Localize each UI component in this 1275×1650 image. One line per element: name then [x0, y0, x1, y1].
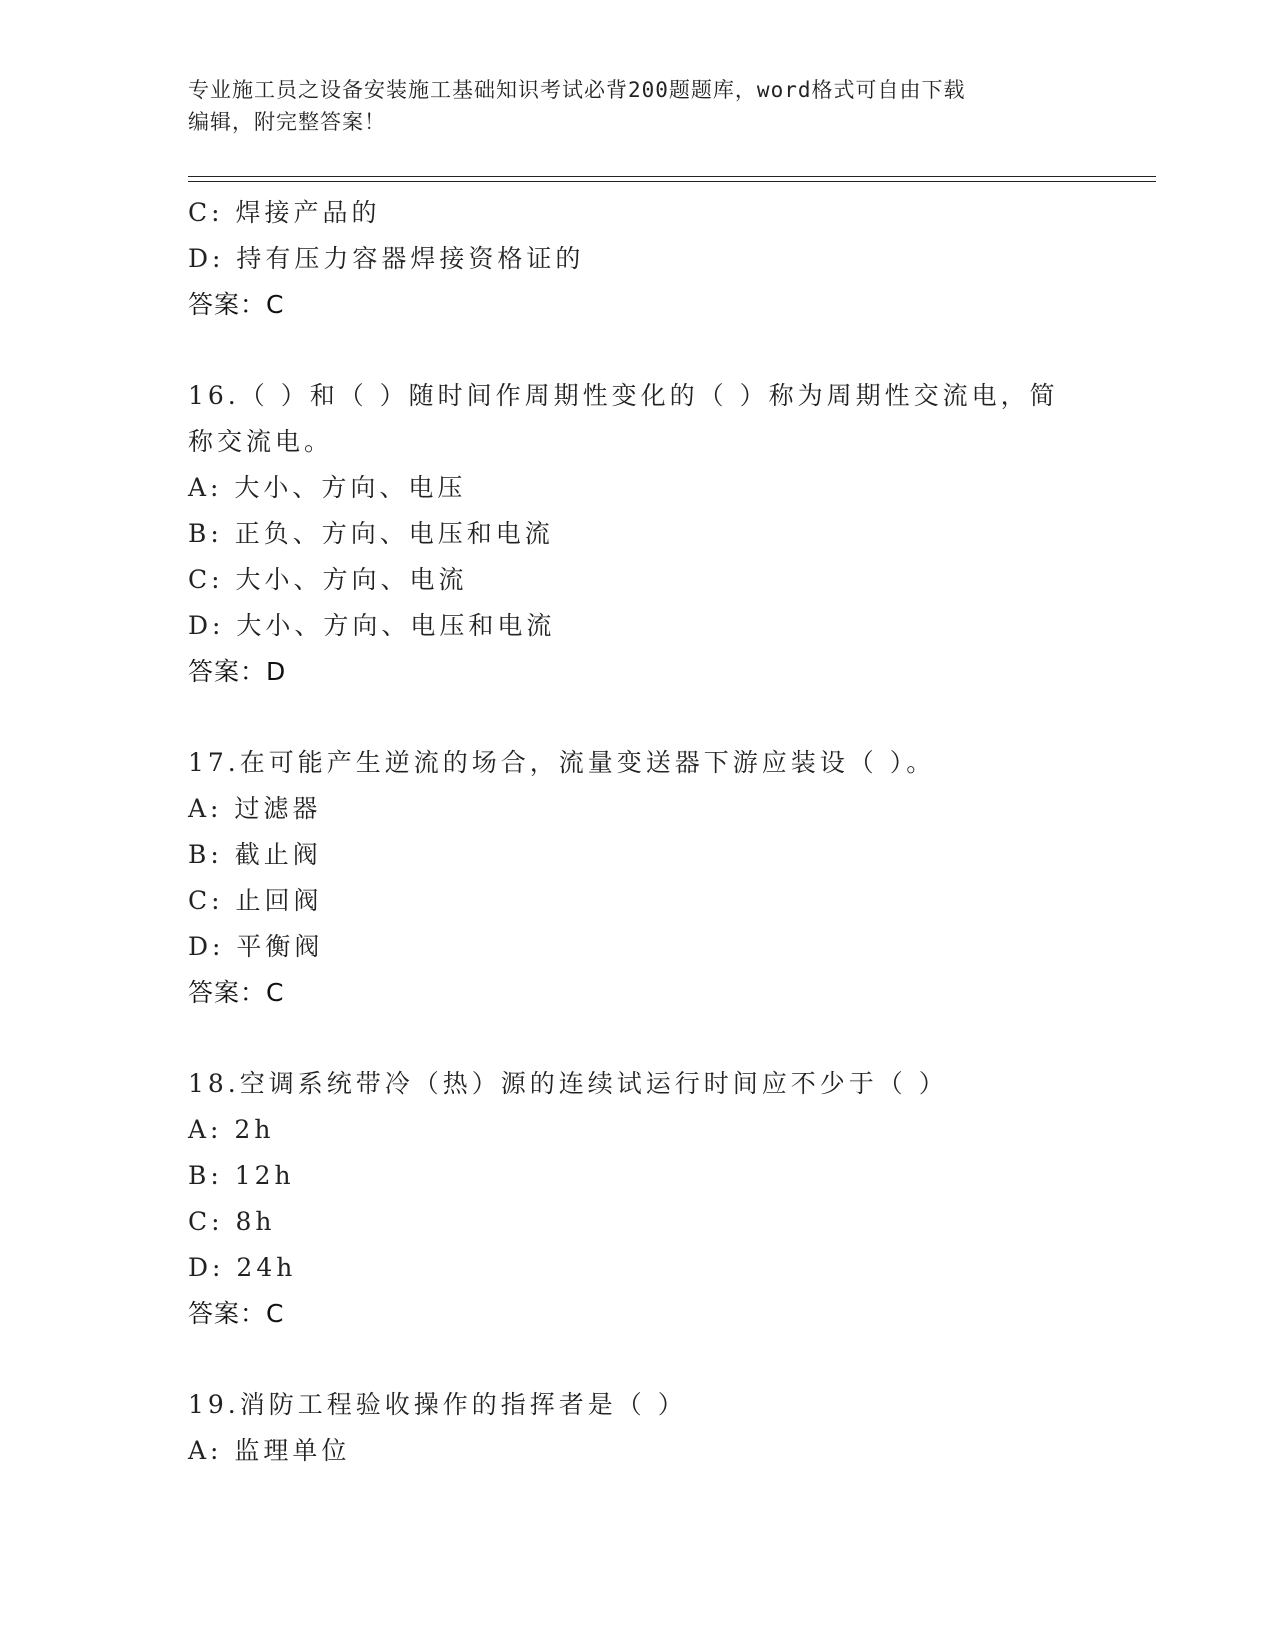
- q17-option-d: D: 平衡阀: [188, 932, 324, 961]
- q18-answer: 答案：C: [188, 1299, 285, 1328]
- q18-option-a: A: 2h: [188, 1115, 275, 1144]
- header-title-line-2: 编辑，附完整答案！: [188, 110, 386, 134]
- q16-stem-line-2: 称交流电。: [188, 427, 334, 456]
- q17-option-b: B: 截止阀: [188, 840, 322, 869]
- question-spacer: [188, 1016, 1088, 1061]
- question-list: [188, 190, 1088, 1474]
- question-18: [188, 1061, 1088, 1337]
- question-19: [188, 1382, 1088, 1474]
- header-title-line-1: 专业施工员之设备安装施工基础知识考试必背200题题库，word格式可自由下载: [188, 78, 966, 102]
- q19-option-a: A: 监理单位: [188, 1436, 351, 1465]
- q16-stem-line-1: 16.（ ）和（ ）随时间作周期性变化的（ ）称为周期性交流电，简: [188, 381, 1059, 410]
- q16-option-d: D: 大小、方向、电压和电流: [188, 611, 556, 640]
- question-spacer: [188, 328, 1088, 373]
- q19-stem: 19.消防工程验收操作的指挥者是（ ）: [188, 1390, 687, 1419]
- document-header: [188, 74, 1088, 138]
- question-spacer: [188, 1337, 1088, 1382]
- q18-option-b: B: 12h: [188, 1161, 295, 1190]
- q17-option-c: C: 止回阀: [188, 886, 323, 915]
- q16-option-a: A: 大小、方向、电压: [188, 473, 467, 502]
- q18-stem: 18.空调系统带冷（热）源的连续试运行时间应不少于（ ）: [188, 1069, 948, 1098]
- header-divider-top: [188, 176, 1156, 177]
- q18-option-d: D: 24h: [188, 1253, 297, 1282]
- q15-option-c: C: 焊接产品的: [188, 198, 381, 227]
- q17-answer: 答案：C: [188, 978, 285, 1007]
- q15-answer: 答案：C: [188, 290, 285, 319]
- q18-option-c: C: 8h: [188, 1207, 276, 1236]
- q16-option-b: B: 正负、方向、电压和电流: [188, 519, 554, 548]
- q15-option-d: D: 持有压力容器焊接资格证的: [188, 244, 585, 273]
- q16-answer: 答案：D: [188, 657, 287, 686]
- question-15: [188, 190, 1088, 328]
- question-spacer: [188, 695, 1088, 740]
- q17-stem: 17.在可能产生逆流的场合，流量变送器下游应装设（ ）。: [188, 748, 936, 777]
- question-17: [188, 740, 1088, 1016]
- q17-option-a: A: 过滤器: [188, 794, 322, 823]
- header-divider-bottom: [188, 181, 1156, 182]
- q16-option-c: C: 大小、方向、电流: [188, 565, 468, 594]
- question-16: [188, 373, 1088, 695]
